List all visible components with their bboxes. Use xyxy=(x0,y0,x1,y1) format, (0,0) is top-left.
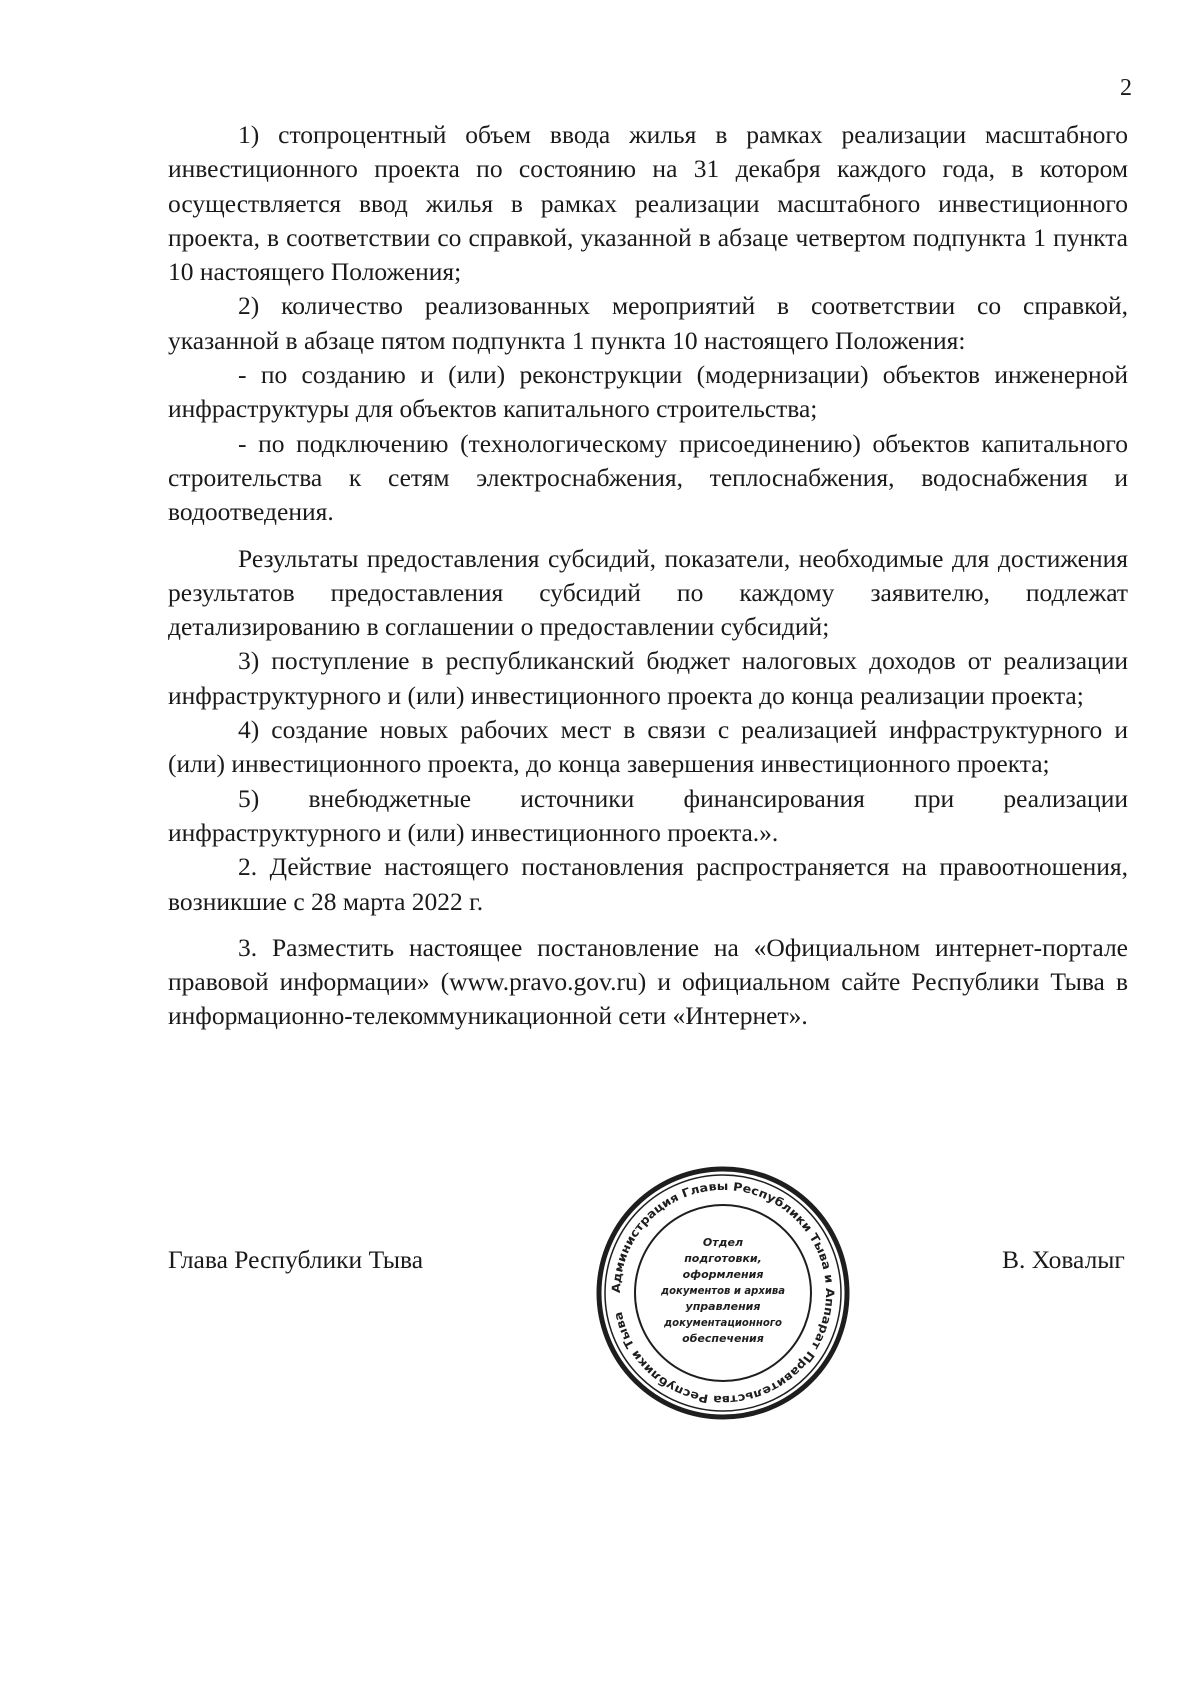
seal-center-line: Отдел xyxy=(702,1236,744,1249)
seal-ring-text: Администрация Главы Республики Тыва и Аппарат Правительства Республики Тыва xyxy=(608,1178,838,1408)
paragraph-results: Результаты предоставления субсидий, показатели, необходимые для достижения результатов предоставления субсидий по каждому заявителю, подлежат детализированию в соглашении о предоставлении субсидий; xyxy=(168,543,1128,642)
paragraph-clause-3: 3. Разместить настоящее постановление на «Официальном интернет-портале правовой информации» (www.pravo.gov.ru) и официальном сайте Республики Тыва в информационно-телекоммуникационной сети «Интернет». xyxy=(168,932,1128,1031)
paragraph-clause-2: 2. Действие настоящего постановления распространяется на правоотношения, возникшие с 28 марта 2022 г. xyxy=(168,852,1128,916)
seal-center-line: управления xyxy=(685,1300,761,1313)
seal-center-line: оформления xyxy=(682,1268,764,1281)
seal-center-line: документационного xyxy=(663,1316,783,1329)
paragraph-item-2: 2) количество реализованных мероприятий в соответствии со справкой, указанной в абзаце пятом подпункта 1 пункта 10 настоящего Положения: xyxy=(168,291,1128,355)
seal-center-line: документов и архива xyxy=(660,1284,785,1297)
paragraph-subitem-connection: - по подключению (технологическому присоединению) объектов капитального строительства к сетям электроснабжения, теплоснабжения, водоснабжения и водоотведения. xyxy=(168,428,1128,527)
document-body xyxy=(168,118,1128,1034)
seal-center-line: обеспечения xyxy=(682,1332,764,1345)
paragraph-item-5: 5) внебюджетные источники финансирования при реализации инфраструктурного и (или) инвестиционного проекта.». xyxy=(168,783,1128,847)
seal-center-line: подготовки, xyxy=(684,1252,762,1265)
paragraph-item-3: 3) поступление в республиканский бюджет налоговых доходов от реализации инфраструктурного и (или) инвестиционного проекта до конца реализации проекта; xyxy=(168,646,1128,710)
signature-position: Глава Республики Тыва xyxy=(168,1245,424,1274)
paragraph-item-1: 1) стопроцентный объем ввода жилья в рамках реализации масштабного инвестиционного проекта по состоянию на 31 декабря каждого года, в котором осуществляется ввод жилья в рамках реализации масштабного инвестиционного проекта, в соответствии со справкой, указанной в абзаце четвертом подпункта 1 пункта 10 настоящего Положения; xyxy=(168,120,1128,287)
paragraph-item-4: 4) создание новых рабочих мест в связи с реализацией инфраструктурного и (или) инвестиционного проекта, до конца завершения инвестиционного проекта; xyxy=(168,715,1128,779)
official-seal-icon xyxy=(592,1162,854,1424)
page-number: 2 xyxy=(1120,75,1132,101)
paragraph-subitem-engineering: - по созданию и (или) реконструкции (модернизации) объектов инженерной инфраструктуры для объектов капитального строительства; xyxy=(168,360,1128,424)
signature-name: В. Ховалыг xyxy=(1002,1245,1125,1274)
